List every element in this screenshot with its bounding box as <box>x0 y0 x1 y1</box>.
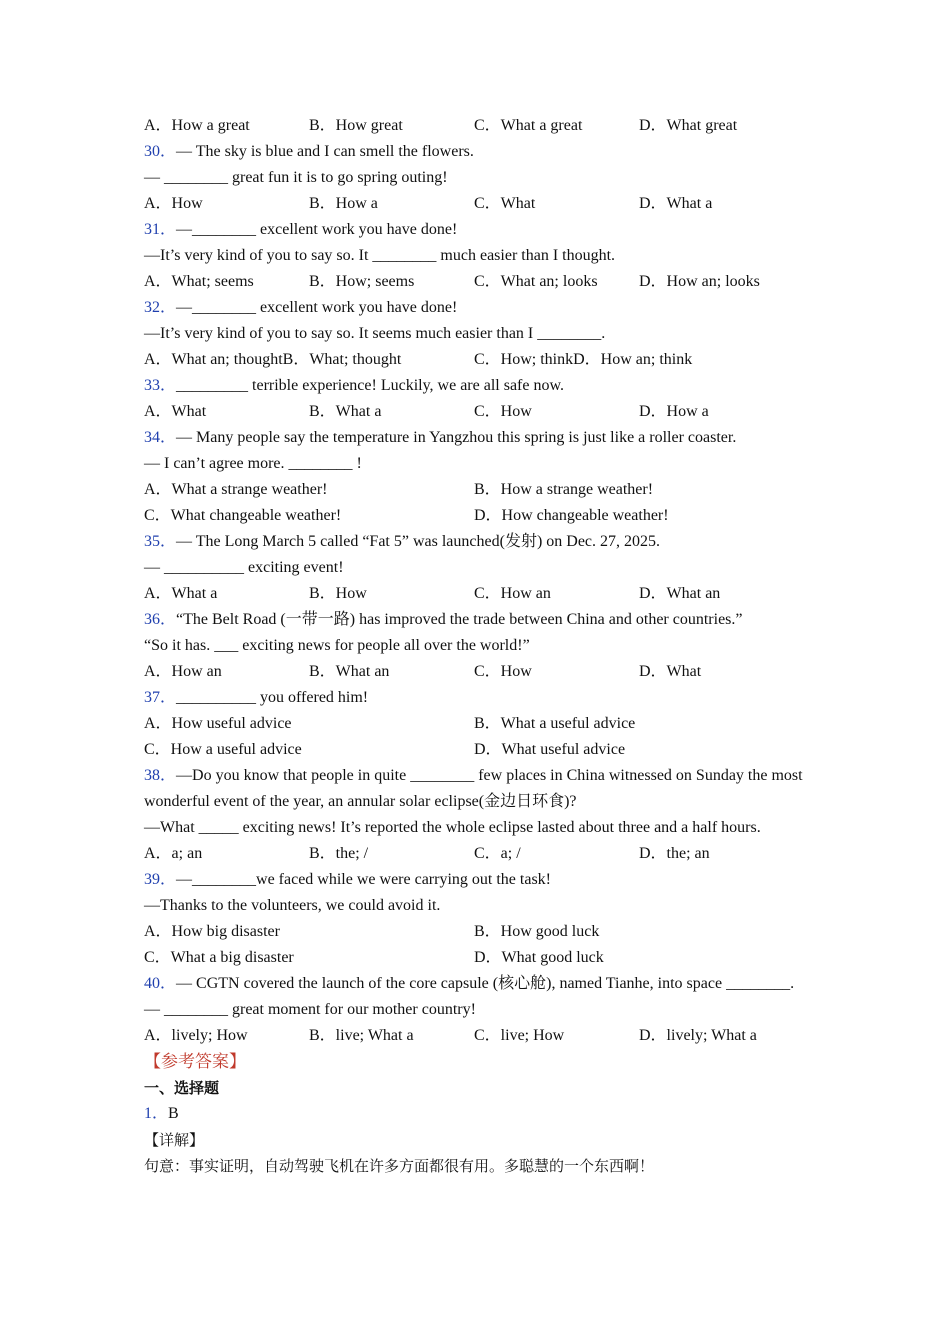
option-a: A．What; seems <box>144 273 254 290</box>
options-q39-row2 <box>144 945 804 971</box>
option-ab: A．What an; thoughtB．What; thought <box>144 351 402 368</box>
option-d: D．What <box>639 663 702 680</box>
option-a: A．How an <box>144 663 222 680</box>
question-40 <box>144 971 804 997</box>
question-number: 37． <box>144 689 177 706</box>
option-a: A．How <box>144 195 203 212</box>
option-d: D．What a <box>639 195 713 212</box>
option-c: C．What an; looks <box>474 273 598 290</box>
option-c: C．What a big disaster <box>144 949 294 966</box>
question-text: —________we faced while we were carrying out the task! <box>176 871 551 888</box>
options-q30 <box>144 191 804 217</box>
option-d: D．What good luck <box>474 949 604 966</box>
options-q34-row1 <box>144 477 804 503</box>
options-q29 <box>144 113 804 139</box>
question-34 <box>144 425 804 451</box>
option-d: D．How a <box>639 403 709 420</box>
options-q37-row2 <box>144 737 804 763</box>
question-number: 38． <box>144 767 177 784</box>
option-b: B．What a <box>309 403 382 420</box>
question-38 <box>144 763 804 815</box>
question-37 <box>144 685 804 711</box>
options-q34-row2 <box>144 503 804 529</box>
option-c: C．What changeable weather! <box>144 507 342 524</box>
option-d: D．What useful advice <box>474 741 626 758</box>
answer-part-heading: 一、选择题 <box>144 1079 220 1097</box>
question-line: — __________ exciting event! <box>144 559 344 576</box>
option-a: A．What a <box>144 585 218 602</box>
option-c: C．What <box>474 195 536 212</box>
question-text: _________ terrible experience! Luckily, we are all safe now. <box>176 377 564 394</box>
option-c: C．How an <box>474 585 551 602</box>
question-line: —It’s very kind of you to say so. It seems much easier than I ________. <box>144 325 606 342</box>
option-d: D．lively; What a <box>639 1027 757 1044</box>
question-number: 30． <box>144 143 177 160</box>
question-text: “The Belt Road (一带一路) has improved the trade between China and other countries.” <box>176 611 743 628</box>
question-number: 34． <box>144 429 177 446</box>
question-text: —Do you know that people in quite ________ few places in China witnessed on Sunday the most wonderful event of the year, an annular solar eclipse(金边日环食)? <box>144 767 803 810</box>
question-line: — I can’t agree more. ________ ! <box>144 455 362 472</box>
answer-value: B <box>168 1105 179 1122</box>
option-c: C．live; How <box>474 1027 565 1044</box>
option-a: A．How a great <box>144 117 250 134</box>
option-d: D．What an <box>639 585 721 602</box>
question-line: —What _____ exciting news! It’s reported the whole eclipse lasted about three and a half hours. <box>144 819 761 836</box>
option-b: B．How; seems <box>309 273 415 290</box>
question-line: — ________ great fun it is to go spring outing! <box>144 169 448 186</box>
question-text: — The sky is blue and I can smell the flowers. <box>176 143 474 160</box>
question-32 <box>144 295 804 321</box>
option-c: C．How a useful advice <box>144 741 302 758</box>
options-q37-row1 <box>144 711 804 737</box>
question-number: 33． <box>144 377 177 394</box>
option-b: B．How a <box>309 195 378 212</box>
question-number: 32． <box>144 299 177 316</box>
question-text: —________ excellent work you have done! <box>176 221 458 238</box>
option-b: B．live; What a <box>309 1027 414 1044</box>
question-number: 31． <box>144 221 177 238</box>
option-cd: C．How; thinkD．How an; think <box>474 351 693 368</box>
option-b: B．How a strange weather! <box>474 481 654 498</box>
question-number: 36． <box>144 611 177 628</box>
options-q33 <box>144 399 804 425</box>
options-q36 <box>144 659 804 685</box>
option-d: D．How an; looks <box>639 273 760 290</box>
option-a: A．lively; How <box>144 1027 248 1044</box>
option-b: B．How <box>309 585 367 602</box>
option-c: C．How <box>474 663 532 680</box>
options-q32 <box>144 347 804 373</box>
question-line: “So it has. ___ exciting news for people all over the world!” <box>144 637 530 654</box>
option-b: B．What an <box>309 663 390 680</box>
option-c: C．What a great <box>474 117 583 134</box>
options-q38 <box>144 841 804 867</box>
question-39 <box>144 867 804 893</box>
answer-section-title: 【参考答案】 <box>144 1052 246 1071</box>
options-q31 <box>144 269 804 295</box>
option-b: B．the; / <box>309 845 369 862</box>
detail-label: 【详解】 <box>144 1131 205 1149</box>
option-b: B．What a useful advice <box>474 715 636 732</box>
answer-1 <box>144 1101 804 1127</box>
question-30 <box>144 139 804 165</box>
option-c: C．a; / <box>474 845 521 862</box>
option-a: A．What a strange weather! <box>144 481 328 498</box>
option-d: D．What great <box>639 117 738 134</box>
question-number: 35． <box>144 533 177 550</box>
question-36 <box>144 607 804 633</box>
option-a: A．a; an <box>144 845 203 862</box>
question-35 <box>144 529 804 555</box>
question-text: — CGTN covered the launch of the core capsule (核心舱), named Tianhe, into space ________. <box>176 975 795 992</box>
option-a: A．What <box>144 403 207 420</box>
question-text: —________ excellent work you have done! <box>176 299 458 316</box>
option-d: D．the; an <box>639 845 710 862</box>
document-content <box>144 113 804 1179</box>
question-text: __________ you offered him! <box>176 689 369 706</box>
question-text: — Many people say the temperature in Yangzhou this spring is just like a roller coaster. <box>176 429 737 446</box>
question-number: 39． <box>144 871 177 888</box>
question-33 <box>144 373 804 399</box>
option-d: D．How changeable weather! <box>474 507 669 524</box>
option-b: B．How great <box>309 117 403 134</box>
option-a: A．How useful advice <box>144 715 292 732</box>
question-line: —It’s very kind of you to say so. It ________ much easier than I thought. <box>144 247 616 264</box>
option-b: B．How good luck <box>474 923 600 940</box>
options-q39-row1 <box>144 919 804 945</box>
options-q40 <box>144 1023 804 1049</box>
question-31 <box>144 217 804 243</box>
option-c: C．How <box>474 403 532 420</box>
question-line: — ________ great moment for our mother country! <box>144 1001 476 1018</box>
question-line: —Thanks to the volunteers, we could avoid it. <box>144 897 441 914</box>
option-a: A．How big disaster <box>144 923 280 940</box>
options-q35 <box>144 581 804 607</box>
detail-text: 句意：事实证明，自动驾驶飞机在许多方面都很有用。多聪慧的一个东西啊！ <box>144 1157 655 1175</box>
answer-number: 1． <box>144 1105 169 1122</box>
question-number: 40． <box>144 975 177 992</box>
question-text: — The Long March 5 called “Fat 5” was launched(发射) on Dec. 27, 2025. <box>176 533 661 550</box>
